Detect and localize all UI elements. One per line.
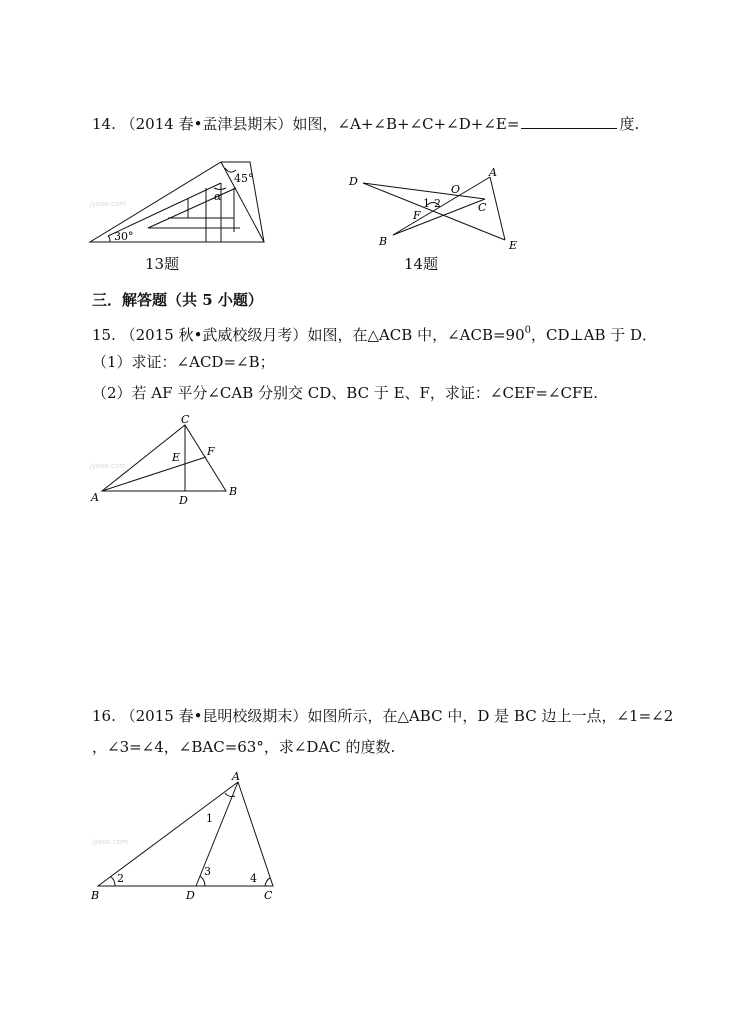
fig16-angle-1: 1	[206, 812, 213, 825]
fig16-label-A: A	[232, 770, 240, 783]
fig16-angle-3: 3	[204, 865, 211, 878]
fig14-angle-2: 2	[434, 197, 441, 210]
q15-text-a: 如图，在△ACB 中，∠ACB=90	[307, 326, 525, 344]
figure-16	[88, 768, 288, 903]
q15-part1: （1）求证：∠ACD=∠B；	[92, 353, 275, 371]
q14-answer-blank[interactable]	[521, 114, 617, 129]
fig16-angle-4: 4	[250, 872, 257, 885]
section-heading: 三．解答题（共 5 小题）	[92, 291, 263, 309]
watermark: jyeoo.com	[90, 200, 127, 208]
q15-source: （2015 秋•武威校级月考）	[120, 326, 308, 344]
watermark: jyeoo.com	[92, 838, 129, 846]
q14-line	[92, 114, 639, 134]
fig15-label-F: F	[207, 445, 215, 458]
fig14-label-B: B	[379, 235, 388, 248]
fig13-caption: 13题	[145, 255, 180, 273]
watermark: jyeoo.com	[90, 462, 127, 470]
fig16-label-D: D	[186, 889, 195, 902]
fig15-label-D: D	[179, 494, 188, 507]
fig13-alpha: α	[214, 190, 222, 203]
figure-14	[345, 165, 525, 255]
q16-text: 如图所示，在△ABC 中，D 是 BC 边上一点，∠1=∠2	[307, 707, 674, 725]
q15-text-b: ，CD⊥AB 于 D．	[531, 326, 658, 344]
fig14-label-F: F	[413, 209, 421, 222]
q15-number: 15.	[92, 326, 116, 344]
q16-line	[92, 706, 673, 726]
q15-part2: （2）若 AF 平分∠CAB 分别交 CD、BC 于 E、F，求证：∠CEF=∠CFE.	[92, 384, 599, 402]
fig13-angle-30: 30°	[114, 230, 134, 243]
fig15-label-A: A	[91, 491, 99, 504]
q16-line2: ，∠3=∠4，∠BAC=63°，求∠DAC 的度数.	[92, 738, 396, 756]
fig16-label-C: C	[264, 889, 273, 902]
fig14-label-O: O	[451, 183, 461, 196]
q16-source: （2015 春•昆明校级期末）	[120, 707, 308, 725]
figure-15	[88, 413, 248, 508]
fig14-label-C: C	[478, 201, 487, 214]
fig15-label-C: C	[181, 413, 190, 426]
fig15-label-E: E	[172, 451, 181, 464]
fig13-angle-45: 45°	[234, 172, 254, 185]
fig14-caption: 14题	[404, 255, 439, 273]
q15-degree-sup: 0	[524, 325, 532, 336]
q15-line	[92, 321, 657, 345]
fig16-angle-2: 2	[117, 872, 124, 885]
q14-text: 如图，∠A+∠B+∠C+∠D+∠E=	[292, 115, 520, 133]
fig15-label-B: B	[229, 485, 238, 498]
q14-tail: 度.	[619, 115, 640, 133]
q14-source: （2014 春•孟津县期末）	[120, 115, 293, 133]
fig16-label-B: B	[91, 889, 100, 902]
q16-number: 16.	[92, 707, 116, 725]
q14-number: 14.	[92, 115, 116, 133]
fig14-angle-1: 1	[423, 197, 430, 210]
fig14-label-A: A	[489, 166, 497, 179]
fig14-label-E: E	[509, 239, 518, 252]
figure-13	[88, 158, 273, 248]
fig14-label-D: D	[349, 175, 358, 188]
